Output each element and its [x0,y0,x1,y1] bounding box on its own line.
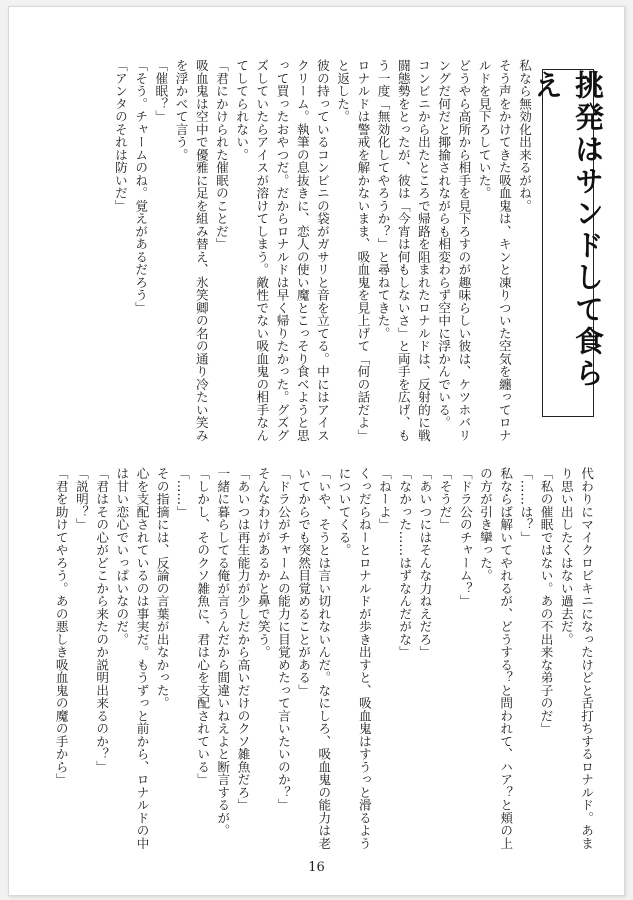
paragraph: 「アンタのそれは防いだ」 [112,59,128,212]
paragraph: 代わりにマイクロビキニになったけどと舌打ちするロナルド。あまり思い出したくはない過去だ。 [558,467,594,850]
book-page [8,6,625,896]
text-block-top [74,59,534,447]
paragraph: どうやら高所から相手を見下ろすのが趣味らしい彼は、ケツホバリングだ何だと揶揄されながらも相変わらず空中に浮かんでいる。 [436,59,472,442]
paragraph: そう声をかけてきた吸血鬼は、キンと凍りついた空気を纏ってロナルドを見下ろしていた。 [476,59,512,442]
page-number: 16 [308,860,325,875]
paragraph: 「そうだ」 [437,467,453,531]
paragraph: その指摘には、反論の言葉が出なかった。 [154,467,170,710]
paragraph: 彼の持っているコンビニの袋がガサリと音を立てる。中にはアイスクリーム。執筆の息抜きに、恋人の使い魔とこっそり食べようと思って買ったおやつだ。だからロナルドは早く帰りたかった。グズグズしていたらアイスが溶けてしまう。敵性でない吸血鬼の相手なんてしてられない。 [234,59,330,442]
paragraph: 「君を助けてやろう。あの悪しき吸血鬼の魔の手から」 [53,467,69,786]
paragraph: 「……」 [174,467,190,518]
paragraph: コンビニから出たところで帰路を阻まれたロナルドは、反射的に戦闘態勢をとったが、彼は「今宵は何もしないさ」と両手を広げ、もう一度「無効化してやろうか？」と尋ねてきた。 [375,59,431,442]
story-title: 挑発はサンドして食らえ [530,70,605,390]
paragraph: 「催眠？」 [153,59,169,123]
title-box [530,69,605,417]
text-block-bottom [36,467,596,862]
paragraph: 「しかし、そのクソ雑魚に、君は心を支配されている」 [195,467,211,786]
paragraph: 「ドラ公のチャーム？」 [457,467,473,608]
paragraph: 「……は？」 [518,467,534,544]
paragraph: 「なかった……はずなんだがな」 [397,467,413,659]
paragraph: 「あいつにはそんな力ねえだろ」 [417,467,433,659]
paragraph: 「いや、そうとは言い切れないんだ。なにしろ、吸血鬼の能力は老いてからでも突然目覚めることがある」 [296,467,332,850]
paragraph: くっだらねーとロナルドが歩き出すと、吸血鬼はすうっと滑るようについてくる。 [336,467,372,850]
paragraph: 吸血鬼は空中で優雅に足を組み替え、氷笑卿の名の通り冷たい笑みを浮かべて言う。 [173,59,209,442]
paragraph: 「そう。チャームのね。覚えがあるだろう」 [133,59,149,314]
paragraph: 「私の催眠ではない。あの不出来な弟子のだ」 [538,467,554,735]
paragraph: ロナルドは警戒を解かないまま、吸血鬼を見上げて「何の話だよ」と返した。 [335,59,371,442]
paragraph: 一緒に暮らしてる俺が言うんだから間違いねえよと断言するが。 [215,467,231,837]
paragraph: 「ドラ公がチャームの能力に目覚めたって言いたいのか？」 [275,467,291,812]
paragraph: 「君はその心がどこから来たのか説明出来るのか？」 [94,467,110,773]
paragraph: 「あいつは再生能力が少しだから高いだけのクソ雑魚だろ」 [235,467,251,812]
paragraph: そんなわけがあるかと鼻で笑う。 [255,467,271,659]
paragraph: 「説明？」 [73,467,89,531]
paragraph: 私ならば解いてやれるが、どうする？と問われて、ハア？と頬の上の方が引き攣った。 [477,467,514,850]
paragraph: 心を支配されているのは事実だ。もうずっと前から、ロナルドの中は甘い恋心でいっぱいなのだ。 [114,467,150,850]
paragraph: 私なら無効化出来るがね。 [517,59,532,212]
paragraph: 「ねーよ」 [376,467,392,531]
paragraph: 「君にかけられた催眠のことだ」 [213,59,229,251]
